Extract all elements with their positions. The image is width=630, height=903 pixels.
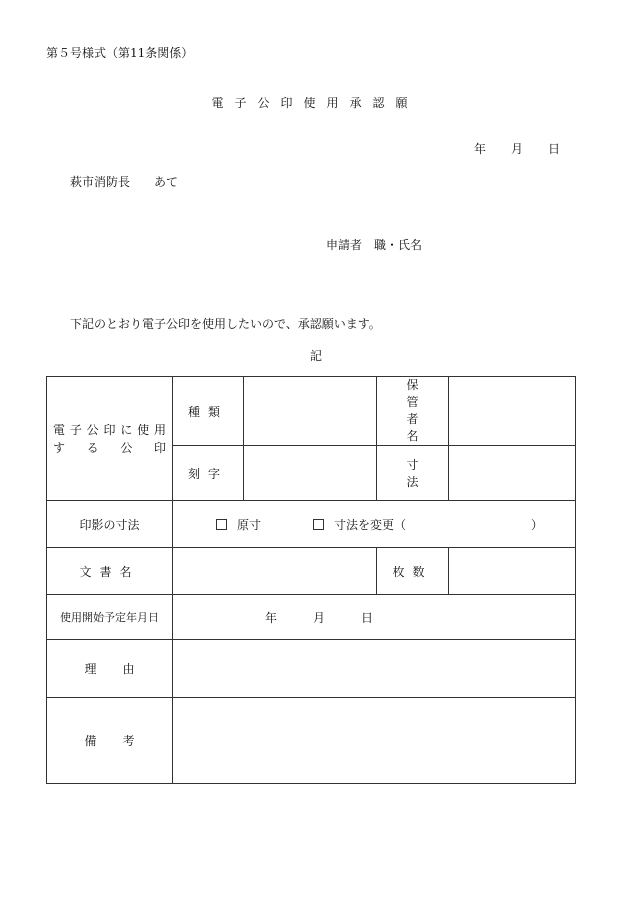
document-title: 電子公印使用承認願 [211, 96, 419, 110]
start-date-label: 使用開始予定年月日 [47, 595, 173, 640]
addressee-name: 萩市消防長 [70, 175, 131, 189]
impression-size-label: 印影の寸法 [47, 501, 173, 548]
kind-value-cell[interactable] [244, 377, 377, 446]
engraving-value-cell[interactable] [244, 446, 377, 501]
form-number: 第５号様式（第11条関係） [46, 46, 194, 60]
keeper-label-line2: 者名 [406, 412, 445, 443]
original-size-label: 原寸 [237, 517, 262, 532]
remarks-value-cell[interactable] [173, 698, 576, 784]
size-label: 寸法 [377, 446, 449, 501]
change-size-label: 寸法を変更（ [334, 517, 407, 532]
document-name-value-cell[interactable] [173, 548, 377, 595]
reason-label: 理由 [47, 640, 173, 698]
change-size-input[interactable] [406, 517, 531, 529]
pages-value-cell[interactable] [449, 548, 576, 595]
date-day: 日 [548, 142, 561, 156]
seal-label-line1: 電子公印に使用 [53, 422, 166, 437]
document-name-label: 文書名 [47, 548, 173, 595]
remarks-label: 備考 [47, 698, 173, 784]
applicant-field: 職・氏名 [374, 238, 423, 252]
change-size-checkbox[interactable] [313, 519, 324, 530]
reason-value-cell[interactable] [173, 640, 576, 698]
change-size-close: ） [531, 517, 544, 532]
start-date-month: 月 [313, 610, 326, 625]
applicant [326, 236, 422, 253]
start-date-year: 年 [265, 610, 278, 625]
request-text: 下記のとおり電子公印を使用したいので、承認願います。 [70, 317, 381, 331]
pages-label: 枚数 [377, 548, 449, 595]
start-date-value-cell[interactable] [173, 595, 576, 640]
keeper-value-cell[interactable] [449, 377, 576, 446]
applicant-label: 申請者 [326, 238, 363, 252]
application-date [474, 140, 560, 157]
keeper-label-line1: 保管 [406, 378, 445, 409]
application-form-table [46, 376, 576, 784]
addressee [70, 173, 178, 190]
date-year: 年 [474, 142, 487, 156]
keeper-label-cell [377, 377, 449, 446]
start-date-day: 日 [361, 610, 374, 625]
addressee-suffix: あて [154, 175, 179, 189]
ki-heading: 記 [310, 349, 323, 363]
date-month: 月 [511, 142, 524, 156]
original-size-checkbox[interactable] [216, 519, 227, 530]
impression-size-options [173, 501, 576, 548]
seal-label-cell [47, 377, 173, 501]
size-value-cell[interactable] [449, 446, 576, 501]
engraving-label: 刻字 [173, 446, 244, 501]
seal-label-line2: する公印 [53, 440, 166, 455]
kind-label: 種類 [173, 377, 244, 446]
